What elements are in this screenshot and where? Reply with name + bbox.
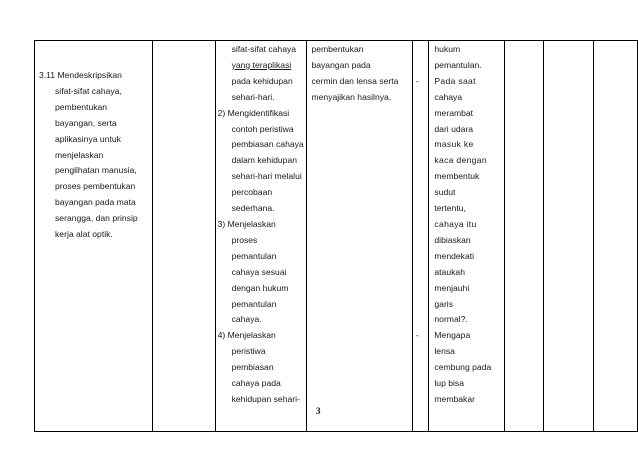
text-line: sudut xyxy=(434,187,456,198)
bullet-column xyxy=(416,42,429,344)
text-line: merambat xyxy=(434,107,474,118)
text-line: pada kehidupan xyxy=(231,75,293,86)
activity-cell xyxy=(307,41,412,432)
text-line: tertentu, xyxy=(434,203,466,214)
empty-cell xyxy=(504,41,543,432)
spacer xyxy=(416,42,429,74)
text-line: menyajikan hasilnya. xyxy=(311,91,392,102)
text-line: lup bisa xyxy=(434,378,465,389)
text-line: hukum xyxy=(434,44,461,54)
text-line: yang teraplikasi xyxy=(231,59,292,70)
text-line: cahaya sesuai xyxy=(231,266,287,277)
text-line: garis xyxy=(434,298,454,309)
text-line: mendekati xyxy=(434,250,475,261)
text-line: proses xyxy=(231,234,258,245)
table-row xyxy=(35,41,638,432)
text-line: percobaan xyxy=(231,187,273,198)
text-line: sederhana. xyxy=(231,203,275,214)
text-line: dibiaskan xyxy=(434,234,471,245)
text-line: contoh peristiwa xyxy=(231,123,294,134)
text-line: bayangan pada xyxy=(311,59,371,70)
text-line: membentuk xyxy=(434,171,480,182)
text-line: pembiasan cahaya xyxy=(231,139,304,150)
syllabus-table xyxy=(34,40,638,432)
text-line: aplikasinya untuk xyxy=(55,133,121,144)
text-line: cahaya itu xyxy=(434,218,477,229)
text-line: sifat-sifat cahaya, xyxy=(55,85,122,96)
empty-cell xyxy=(593,41,637,432)
page-number: 3 xyxy=(316,406,321,416)
bullet-marker: - xyxy=(415,330,419,341)
empty-cell xyxy=(544,41,594,432)
text-line: cahaya. xyxy=(231,314,262,325)
indicator-text xyxy=(218,42,307,408)
text-line: 3.11 Mendeskripsikan xyxy=(39,70,122,80)
indicator-cell xyxy=(215,41,307,432)
text-line: pemantulan xyxy=(231,298,277,309)
text-line: cermin dan lensa serta xyxy=(311,75,399,86)
question-text xyxy=(434,42,503,408)
bullet-marker: - xyxy=(415,75,419,86)
text-line: cahaya pada xyxy=(231,378,281,389)
spacer xyxy=(416,90,429,329)
text-line: kaca dengan xyxy=(434,155,487,166)
text-line: 3) Menjelaskan xyxy=(217,218,276,229)
basic-competency-cell xyxy=(35,41,153,432)
activity-text xyxy=(311,42,411,106)
text-line: pembentukan xyxy=(55,101,108,112)
text-line: peristiwa xyxy=(231,346,266,357)
text-line: bayangan pada mata xyxy=(55,197,136,208)
text-line: Mengapa xyxy=(434,330,471,341)
text-line: sifat-sifat cahaya xyxy=(231,44,297,54)
text-line: cembung pada xyxy=(434,362,492,373)
text-line: menjauhi xyxy=(434,282,470,293)
text-line: serangga, dan prinsip xyxy=(55,213,138,224)
text-line: pemantulan. xyxy=(434,59,482,70)
text-line: menjelaskan xyxy=(55,149,104,160)
text-line: pembiasan xyxy=(231,362,274,373)
text-line: lensa xyxy=(434,346,455,357)
text-line: sehari-hari. xyxy=(231,91,275,102)
text-line: kerja alat optik. xyxy=(55,229,113,240)
text-line: penglihatan manusia, xyxy=(55,165,137,176)
text-line: dari udara xyxy=(434,123,474,134)
text-line: cahaya xyxy=(434,91,463,102)
text-line: bayangan, serta xyxy=(55,117,117,128)
bullet-cell xyxy=(412,41,429,432)
text-line: proses pembentukan xyxy=(55,181,136,192)
text-line: pembentukan xyxy=(311,44,364,54)
empty-cell xyxy=(153,41,215,432)
text-line: ataukah xyxy=(434,266,465,277)
text-line: membakar xyxy=(434,393,475,404)
text-line: pemantulan xyxy=(231,250,277,261)
question-cell xyxy=(429,41,504,432)
text-line: dengan hukum xyxy=(231,282,289,293)
text-line: normal?. xyxy=(434,314,468,325)
text-line: masuk ke xyxy=(434,139,474,150)
basic-competency-text xyxy=(39,68,152,243)
text-line: 4) Menjelaskan xyxy=(217,330,276,341)
text-line: dalam kehidupan xyxy=(231,155,298,166)
text-line: 2) Mengidentifikasi xyxy=(217,107,290,118)
text-line: Pada saat xyxy=(434,75,476,86)
text-line: sehari-hari melalui xyxy=(231,171,302,182)
text-line: kehidupan sehari- xyxy=(231,393,300,404)
